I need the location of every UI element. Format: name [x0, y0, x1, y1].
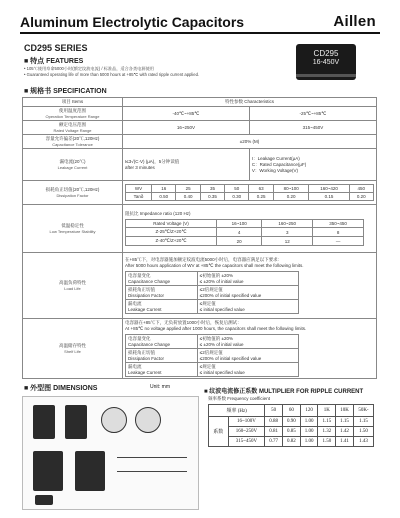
title-rule	[20, 32, 380, 34]
load-items-table	[125, 271, 299, 314]
ripple-cell: 1.43	[353, 437, 373, 447]
shelf-item-row	[126, 335, 299, 349]
cap-tol-cn: 容量允许偏差(20℃,120Hz)	[45, 136, 100, 141]
lts-col-1: 16~100	[217, 220, 262, 228]
shelf-item-value	[197, 363, 299, 377]
load-item-name-cn: 漏电流	[128, 301, 142, 306]
lts-table	[125, 219, 364, 246]
ripple-cell: 1.32	[318, 427, 336, 437]
load-item-value-en: ≤ ±20% of initial value	[199, 279, 244, 284]
rated-v-v1: 16~250V	[123, 121, 250, 135]
load-intro-en: After 5000 hours application of WV at +85℃ the capacitors shall meet the following limits.	[125, 263, 304, 268]
df-label	[23, 181, 123, 205]
ripple-cell: 0.82	[283, 437, 301, 447]
leak-legend-c: C：Rated Capacitance(μF)	[251, 161, 307, 167]
lts-r1-3: 8	[313, 228, 364, 237]
ripple-cell: 1.00	[300, 427, 318, 437]
load-item-name	[126, 286, 198, 300]
ripple-cell: 0.85	[283, 427, 301, 437]
shelf-item-value-cn: ≤规定值	[199, 364, 216, 369]
df-cn: 损耗角正切值(20℃,120Hz)	[45, 187, 100, 192]
ripple-freq-2: 60	[283, 405, 301, 417]
ripple-body	[209, 417, 374, 447]
leak-cn: 漏电流(20℃)	[59, 159, 86, 164]
ripple-row	[209, 417, 374, 427]
ripple-freq-row	[209, 405, 374, 417]
shelf-en: Shelf Life	[64, 349, 81, 354]
lts-cell	[123, 205, 377, 253]
feature-line-1: • 105℃使用寿命5000小时(额定纹波电流) / 标准品，适合各类电源使用	[24, 66, 154, 71]
shelf-item-name	[126, 349, 198, 363]
lts-col-3: 350~450	[313, 220, 364, 228]
load-item-name-en: Dissipation Factor	[128, 293, 165, 298]
df-wv-3: 35	[200, 185, 224, 193]
ripple-subheading: 频率系数 Frequency coefficient	[208, 396, 270, 401]
load-item-value-cn: ≤规定值	[199, 301, 216, 306]
lts-r2-0: Z-40℃/Z+20℃	[126, 237, 217, 246]
ripple-freq-3: 120	[300, 405, 318, 417]
df-en: Dissipation Factor	[56, 193, 89, 198]
load-item-name	[126, 300, 198, 314]
ripple-coef-label: 系数	[209, 417, 229, 447]
ripple-row	[209, 437, 374, 447]
shelf-item-row	[126, 349, 299, 363]
shelf-cn: 高温储存特性	[59, 343, 86, 348]
load-item-value	[197, 286, 299, 300]
df-wv-6: 80~100	[273, 185, 309, 193]
lts-r2-2: 12	[262, 237, 313, 246]
lts-col-2: 160~250	[262, 220, 313, 228]
lts-cn: 低温稳定性	[61, 223, 84, 228]
ripple-freq-1: 50	[265, 405, 283, 417]
product-model: CD295	[313, 49, 339, 58]
df-tan-8: 0.20	[349, 193, 373, 201]
df-tan-3: 0.35	[200, 193, 224, 201]
leak-legend-i: I：Leakage Current(μA)	[251, 155, 300, 161]
lts-row-1	[126, 228, 364, 237]
load-item-name-en: Capacitance Change	[128, 279, 171, 284]
ripple-heading: ■ 纹波电流修正系数 MULTIPLIER FOR RIPPLE CURRENT	[204, 389, 364, 395]
product-voltage: 16-450V	[312, 59, 340, 66]
shelf-item-name	[126, 363, 198, 377]
leak-en: Leakage Current	[57, 165, 88, 170]
bottom-view-drawing	[135, 407, 161, 433]
lts-header-row	[126, 220, 364, 228]
load-item-value	[197, 272, 299, 286]
shelf-item-name-cn: 电容量变化	[128, 336, 151, 341]
df-tan-0: Tanδ	[126, 193, 152, 201]
shelf-intro-en: At +85℃ no voltage applied after 1000 hours, the capacitors shall meet the following limits.	[125, 326, 307, 331]
shelf-item-name-en: Leakage Current	[128, 370, 162, 375]
load-item-name-en: Leakage Current	[128, 307, 162, 312]
load-item-value-en: ≤200% of initial specified value	[199, 293, 262, 298]
features-heading: ■ 特点 FEATURES	[24, 58, 84, 65]
df-wv-0: WV	[126, 185, 152, 193]
dimensions-drawing	[22, 396, 199, 510]
spec-header-items: 项目 Items	[23, 98, 123, 107]
capacitor-drawing-2	[65, 405, 87, 439]
df-tan-1: 0.50	[152, 193, 176, 201]
rated-v-en: Rated Voltage Range	[53, 128, 92, 133]
df-wv-row	[126, 185, 374, 193]
load-label	[23, 253, 123, 319]
lts-label	[23, 205, 123, 253]
lts-r1-0: Z-25℃/Z+20℃	[126, 228, 217, 237]
capacitor-drawing-3	[33, 451, 63, 491]
spec-heading: ■ 规格书 SPECIFICATION	[24, 88, 107, 95]
ripple-cell: 1.41	[336, 437, 354, 447]
shelf-intro-cn: 电容器在+85℃下，无负荷放置1000小时后，恢复后测试：	[125, 320, 242, 325]
ripple-cell: 1.15	[353, 417, 373, 427]
dimension-line	[117, 457, 187, 458]
ripple-cell: 0.90	[283, 417, 301, 427]
spec-table	[22, 97, 377, 379]
ripple-cell: 1.50	[353, 427, 373, 437]
load-item-name-cn: 损耗角正切值	[128, 287, 155, 292]
op-temp-cn: 使用温度范围	[59, 108, 86, 113]
shelf-item-value	[197, 349, 299, 363]
ripple-cell: 1.42	[336, 427, 354, 437]
shelf-item-value-en: ≤ initial specified value	[199, 370, 245, 375]
cap-tol-en: Capacitance Tolerance	[52, 142, 93, 147]
leak-formula-cell	[123, 149, 250, 181]
shelf-item-name-en: Dissipation Factor	[128, 356, 165, 361]
df-tan-row	[126, 193, 374, 201]
sleeve-band	[296, 74, 356, 77]
shelf-item-value	[197, 335, 299, 349]
load-en: Load Life	[64, 286, 81, 291]
ripple-cell: 16~100V	[228, 417, 265, 427]
lts-r2-3: —	[313, 237, 364, 246]
load-item-value-cn: ≤2倍规定值	[199, 287, 223, 292]
load-item-value-cn: ≤初始值的 ±20%	[199, 273, 233, 278]
rated-v-v2: 315~450V	[249, 121, 376, 135]
shelf-cell	[123, 319, 377, 379]
ripple-freq-4: 1K	[318, 405, 336, 417]
shelf-item-name-cn: 漏电流	[128, 364, 142, 369]
rated-v-cn: 额定电压范围	[59, 122, 86, 127]
page-title: Aluminum Electrolytic Capacitors	[20, 14, 245, 30]
op-temp-en: Operation Temperature Range	[45, 114, 100, 119]
load-item-row	[126, 272, 299, 286]
lts-r1-2: 3	[262, 228, 313, 237]
ripple-table	[208, 404, 374, 447]
ripple-freq-label: 频率 (Hz)	[209, 405, 265, 417]
ripple-cell: 1.15	[336, 417, 354, 427]
leak-formula: I≤3√(C·V) (μA)，5分钟读值	[125, 159, 180, 164]
shelf-item-name-cn: 损耗角正切值	[128, 350, 155, 355]
shelf-item-value-cn: ≤初始值的 ±20%	[199, 336, 233, 341]
cap-tol-label	[23, 135, 123, 149]
capacitor-drawing-4	[75, 451, 105, 491]
df-tan-5: 0.25	[249, 193, 273, 201]
ripple-cell: 0.81	[265, 427, 283, 437]
ripple-cell: 1.00	[300, 437, 318, 447]
shelf-label	[23, 319, 123, 379]
spec-header-characteristics: 特性参数 Characteristics	[123, 98, 377, 107]
load-intro-cn: 在+85℃下，对电容器施加额定纹波电流5000小时后，电容器应满足以下要求：	[125, 257, 283, 262]
load-item-value	[197, 300, 299, 314]
load-item-name-cn: 电容量变化	[128, 273, 151, 278]
rated-v-label	[23, 121, 123, 135]
capacitor-drawing-5	[35, 495, 53, 505]
shelf-item-value-cn: ≤2倍规定值	[199, 350, 223, 355]
dimensions-unit: Unit: mm	[150, 384, 170, 390]
ripple-freq-6: 50K-	[353, 405, 373, 417]
lts-r2-1: 20	[217, 237, 262, 246]
df-wv-1: 16	[152, 185, 176, 193]
op-temp-v1: -40℃~+85℃	[123, 107, 250, 121]
load-cn: 高温负荷特性	[59, 280, 86, 285]
op-temp-label	[23, 107, 123, 121]
shelf-item-value-en: ≤200% of initial specified value	[199, 356, 262, 361]
df-wv-4: 50	[225, 185, 249, 193]
capacitor-drawing-1	[33, 405, 55, 439]
lts-en: Low Temperature Stability	[49, 229, 96, 234]
lts-col-0: Rated Voltage (V)	[126, 220, 217, 228]
load-item-row	[126, 300, 299, 314]
product-photo	[296, 44, 356, 80]
brand-logo: Aillen	[333, 13, 376, 30]
ripple-row	[209, 427, 374, 437]
df-tan-6: 0.20	[273, 193, 309, 201]
cap-tol-value: ±20% (M)	[123, 135, 377, 149]
df-wv-8: 450	[349, 185, 373, 193]
shelf-item-row	[126, 363, 299, 377]
ripple-cell: 0.88	[265, 417, 283, 427]
ripple-cell: 160~250V	[228, 427, 265, 437]
dimensions-heading: ■ 外型图 DIMENSIONS	[24, 385, 98, 392]
df-tan-4: 0.30	[225, 193, 249, 201]
shelf-item-name	[126, 335, 198, 349]
ripple-cell: 315~450V	[228, 437, 265, 447]
lts-title: 阻抗比 Impedance ratio (120 Hz)	[125, 211, 191, 216]
shelf-item-value-en: ≤ ±20% of initial value	[199, 342, 244, 347]
ripple-cell: 0.77	[265, 437, 283, 447]
ripple-cell: 1.15	[318, 417, 336, 427]
dimension-line-2	[117, 471, 187, 472]
series-name: CD295 SERIES	[24, 43, 88, 53]
leak-legend-v: V：Working Voltage(V)	[251, 167, 299, 173]
leak-after: after 3 minutes	[125, 165, 155, 170]
df-table	[125, 184, 374, 201]
ripple-cell: 1.00	[300, 417, 318, 427]
df-tan-2: 0.40	[176, 193, 200, 201]
leak-label	[23, 149, 123, 181]
df-wv-5: 63	[249, 185, 273, 193]
top-view-drawing	[101, 407, 127, 433]
load-item-value-en: ≤ initial specified value	[199, 307, 245, 312]
df-tan-7: 0.15	[309, 193, 349, 201]
shelf-item-name-en: Capacitance Change	[128, 342, 171, 347]
df-wv-2: 25	[176, 185, 200, 193]
df-wv-7: 160~420	[309, 185, 349, 193]
load-item-name	[126, 272, 198, 286]
load-item-row	[126, 286, 299, 300]
load-cell	[123, 253, 377, 319]
lts-row-2	[126, 237, 364, 246]
lts-r1-1: 4	[217, 228, 262, 237]
ripple-freq-5: 10K	[336, 405, 354, 417]
df-cell	[123, 181, 377, 205]
shelf-items-table	[125, 334, 299, 377]
leak-legend-cell	[249, 149, 376, 181]
feature-line-2: • Guaranteed operating life of more than 5000 hours at +85℃ with rated ripple current applied.	[24, 72, 200, 77]
ripple-cell: 1.50	[318, 437, 336, 447]
op-temp-v2: -25℃~+85℃	[249, 107, 376, 121]
